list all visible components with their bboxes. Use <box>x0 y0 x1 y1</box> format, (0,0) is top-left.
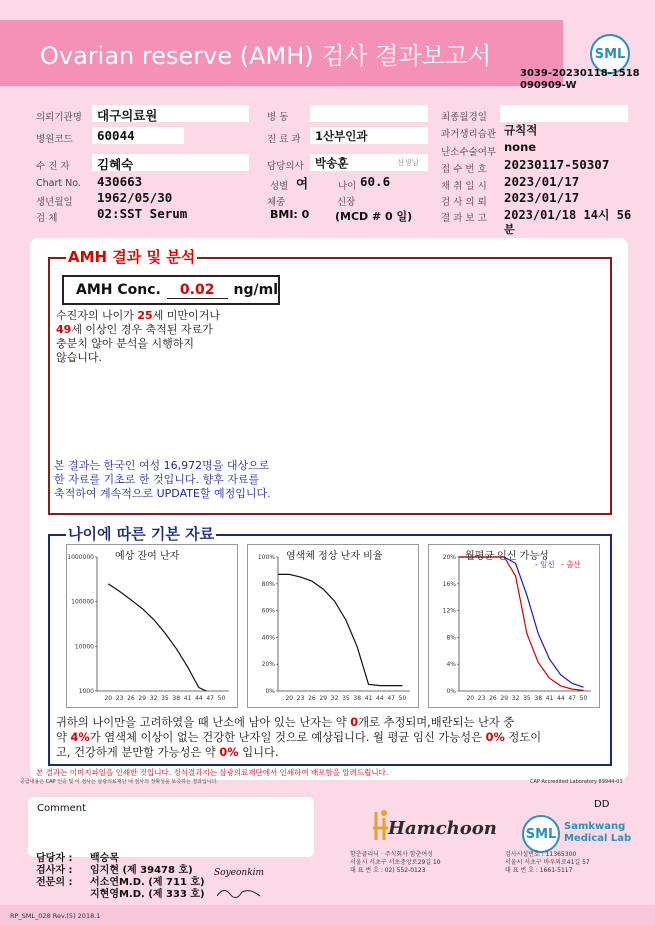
amh-conc-box <box>62 275 280 305</box>
basic-section-title: 나이에 따른 기본 자료 <box>68 525 215 543</box>
patient-label: 수 진 자 <box>36 161 70 172</box>
birth-label: 생년월일 <box>36 197 73 208</box>
patient-name: 김혜숙 <box>97 157 134 172</box>
cap-text: CAP Accredited Laboratory 89944-01 <box>530 779 623 785</box>
x-tick-label: 20 <box>104 695 113 702</box>
specimen-value: 02:SST Serum <box>97 206 188 221</box>
y-tick-label: 60% <box>261 607 275 615</box>
dept-label: 진 료 과 <box>267 134 301 145</box>
y-tick-label: 4% <box>446 661 456 669</box>
x-tick-label: 47 <box>568 695 576 702</box>
age-label: 나이 <box>338 181 357 192</box>
x-tick-label: 32 <box>330 695 339 702</box>
x-tick-label: 20 <box>285 695 294 702</box>
x-tick-label: 29 <box>500 695 509 702</box>
chart-no-value: 430663 <box>97 174 143 189</box>
x-tick-label: 44 <box>195 695 203 702</box>
x-tick-label: 50 <box>579 695 588 702</box>
x-tick-label: 32 <box>511 695 520 702</box>
amh-conc-label: AMH Conc. <box>76 282 161 298</box>
samkwang-name: Samkwang Medical Lab <box>564 821 632 844</box>
x-tick-label: 26 <box>489 695 497 702</box>
y-tick-label: 12% <box>442 607 456 615</box>
y-tick-label: 1000 <box>78 688 94 695</box>
doctor-suffix: 선생님 <box>397 158 419 167</box>
y-tick-label: 20% <box>442 554 456 561</box>
summary-line-1: 귀하의 나이만을 고려하였을 때 난소에 남아 있는 난자는 약 0개로 추정되며,배란되는 난자 중 <box>56 716 515 729</box>
request-label: 검 사 의 뢰 <box>441 197 487 208</box>
x-tick-label: 50 <box>398 695 407 702</box>
y-tick-label: 100% <box>257 554 275 561</box>
ward-label: 병 동 <box>267 112 289 123</box>
amh-section-title: AMH 결과 및 분석 <box>68 248 196 266</box>
x-tick-label: 41 <box>364 695 373 702</box>
note-line-4: 않습니다. <box>56 351 103 364</box>
y-tick-label: 40% <box>261 634 275 642</box>
page-title: Ovarian reserve (AMH) 검사 결과보고서 <box>40 42 492 70</box>
summary-line-2: 약 4%가 염색체 이상이 없는 건강한 난자일 것으로 예상됩니다. 월 평균 임신 가능성은 0% 정도이 <box>56 731 542 744</box>
series-line <box>459 557 584 687</box>
x-tick-label: 35 <box>342 695 350 702</box>
sex-label: 성별 <box>270 181 289 192</box>
note-line-3: 충분치 않아 분석을 시행하지 <box>56 337 195 350</box>
x-tick-label: 35 <box>523 695 531 702</box>
institution-value: 대구의료원 <box>97 108 158 123</box>
hamchoon-name: Hamchoon <box>388 818 497 839</box>
lmp-box <box>500 105 628 122</box>
chart-1-plot <box>67 545 237 707</box>
chart-2-plot <box>248 545 418 707</box>
y-tick-label: 0% <box>446 688 456 695</box>
report-label: 결 과 보 고 <box>441 213 487 224</box>
specimen-label: 검 체 <box>36 213 58 224</box>
chart-axes <box>97 557 229 691</box>
note-line-2: 49세 이상인 경우 축적된 자료가 <box>56 323 213 336</box>
x-tick-label: 44 <box>376 695 384 702</box>
summary-line-3: 고, 건강하게 분만할 가능성은 약 0% 입니다. <box>56 746 279 759</box>
y-tick-label: 16% <box>442 580 456 588</box>
print-warning: 본 결과는 이미지파일을 인쇄한 것입니다. 정식결과지는 삼광의료재단에서 인쇄하여 배포함을 알려드립니다. <box>36 768 389 777</box>
comment-label: Comment <box>37 803 86 814</box>
x-tick-label: 47 <box>387 695 395 702</box>
height-label: 신장 <box>337 197 356 208</box>
weight-label: 체중 <box>267 197 286 208</box>
doctor-value: 박송훈 <box>315 156 349 170</box>
x-tick-label: 26 <box>308 695 316 702</box>
x-tick-label: 29 <box>138 695 147 702</box>
samkwang-address: 검사시설번호 : 11365300 서울시 서초구 바우뫼로41길 57 대 표 번 호 : 1661-5117 <box>505 851 590 874</box>
signature-1: Soyeonkim <box>214 868 265 878</box>
chart-2-title: 염색체 정상 난자 비율 <box>286 551 383 562</box>
x-tick-label: 29 <box>319 695 328 702</box>
age-value: 60.6 <box>360 174 391 189</box>
y-tick-label: 100000 <box>71 598 94 606</box>
x-tick-label: 50 <box>217 695 226 702</box>
ward-box <box>310 105 428 122</box>
chart-normal-ratio <box>247 544 419 708</box>
collect-label: 채 취 일 시 <box>441 181 487 192</box>
x-tick-label: 23 <box>477 695 486 702</box>
info-line-3: 축적하여 계속적으로 UPDATE할 예정입니다. <box>54 487 271 500</box>
info-line-1: 본 결과는 한국인 여성 16,972명을 대상으로 <box>54 459 270 472</box>
x-tick-label: 41 <box>545 695 554 702</box>
y-tick-label: 8% <box>446 634 456 642</box>
series-line <box>278 574 403 685</box>
legend-pregnancy: - 임신 <box>535 560 555 569</box>
y-tick-label: 10000 <box>74 643 94 651</box>
x-tick-label: 23 <box>296 695 305 702</box>
x-tick-label: 23 <box>115 695 124 702</box>
y-tick-label: 80% <box>261 580 275 588</box>
sml-logo: SML <box>590 34 630 74</box>
chart-1-title: 예상 잔여 난자 <box>115 551 180 562</box>
chart-remaining-eggs <box>66 544 238 708</box>
birth-value: 1962/05/30 <box>97 190 173 205</box>
mcd-value: (MCD # 0 일) <box>335 210 413 223</box>
hamchoon-address: 함춘클리닉 · 주식회사 함춘여성 서울시 서초구 서초중앙로29길 10 대 표 번 호 : 02) 552-0123 <box>350 851 441 874</box>
series-line <box>459 557 584 690</box>
surgery-value: none <box>504 140 537 154</box>
comment-code: DD <box>594 799 610 810</box>
dept-value: 1산부인과 <box>315 129 368 143</box>
x-tick-label: 26 <box>127 695 135 702</box>
signature-2 <box>214 884 264 902</box>
institution-label: 의뢰기관명 <box>36 112 82 123</box>
x-tick-label: 32 <box>149 695 158 702</box>
series-line <box>108 584 206 691</box>
x-tick-label: 44 <box>557 695 565 702</box>
receipt-value: 20230117-50307 <box>504 157 610 172</box>
lmp-label: 최종월경일 <box>441 112 487 123</box>
surgery-label: 난소수술여부 <box>441 147 497 158</box>
x-tick-label: 38 <box>534 695 543 702</box>
legend-birth: - 출산 <box>560 560 581 569</box>
report-value-cont: 분 <box>504 223 515 236</box>
amh-conc-unit: ng/ml <box>233 282 278 298</box>
staff-names: 백승목 임지현 (제 39478 호) 서소연M.D. (제 711 호) 지현영M.D. (제 333 호) <box>90 853 205 900</box>
x-tick-label: 38 <box>172 695 181 702</box>
pregnancy-habit-label: 과거생리습관 <box>441 129 497 140</box>
x-tick-label: 41 <box>183 695 192 702</box>
chart-3-legend <box>535 559 581 570</box>
x-tick-label: 20 <box>466 695 475 702</box>
chart-pregnancy-chance <box>428 544 600 708</box>
collect-value: 2023/01/17 <box>504 174 580 189</box>
chart-axes <box>278 557 410 691</box>
chart-3-title: 월평균 임신 가능성 <box>465 551 549 562</box>
x-tick-label: 35 <box>161 695 169 702</box>
staff-labels: 담당자 : 검사자 : 전문의 : <box>36 853 73 888</box>
pregnancy-habit-value: 규칙적 <box>504 123 538 137</box>
chart-no-label: Chart No. <box>36 178 81 189</box>
form-code: RP_SML_028 Rev.(5) 2018.1 <box>10 912 101 920</box>
hospital-code-label: 병원코드 <box>36 134 73 145</box>
x-tick-label: 47 <box>206 695 214 702</box>
y-tick-label: 1000000 <box>67 554 94 561</box>
request-value: 2023/01/17 <box>504 190 580 205</box>
bmi-value: BMI: 0 <box>270 208 310 221</box>
report-id: 3039-20230118-1518 090909-W <box>520 68 640 91</box>
info-line-2: 한 자료를 기초로 한 것입니다. 향후 자료를 <box>54 473 260 486</box>
report-value: 2023/01/18 14시 56 <box>504 208 632 222</box>
y-tick-label: 0% <box>265 688 275 695</box>
hospital-code-value: 60044 <box>97 128 135 143</box>
receipt-label: 접 수 번 호 <box>441 164 487 175</box>
amh-conc-value: 0.02 <box>167 282 228 299</box>
note-line-1: 수진자의 나이가 25세 미만이거나 <box>56 309 220 322</box>
x-tick-label: 38 <box>353 695 362 702</box>
y-tick-label: 20% <box>261 661 275 669</box>
doctor-label: 담당의사 <box>267 161 304 172</box>
sex-value: 여 <box>296 176 309 191</box>
cap-notice: 공급내용은 CAP 인증 및 이 검사는 삼광의료재단 내 검사의 정확성을 보증하는 결과입니다. <box>20 779 219 785</box>
samkwang-logo-icon: SML <box>522 815 560 853</box>
